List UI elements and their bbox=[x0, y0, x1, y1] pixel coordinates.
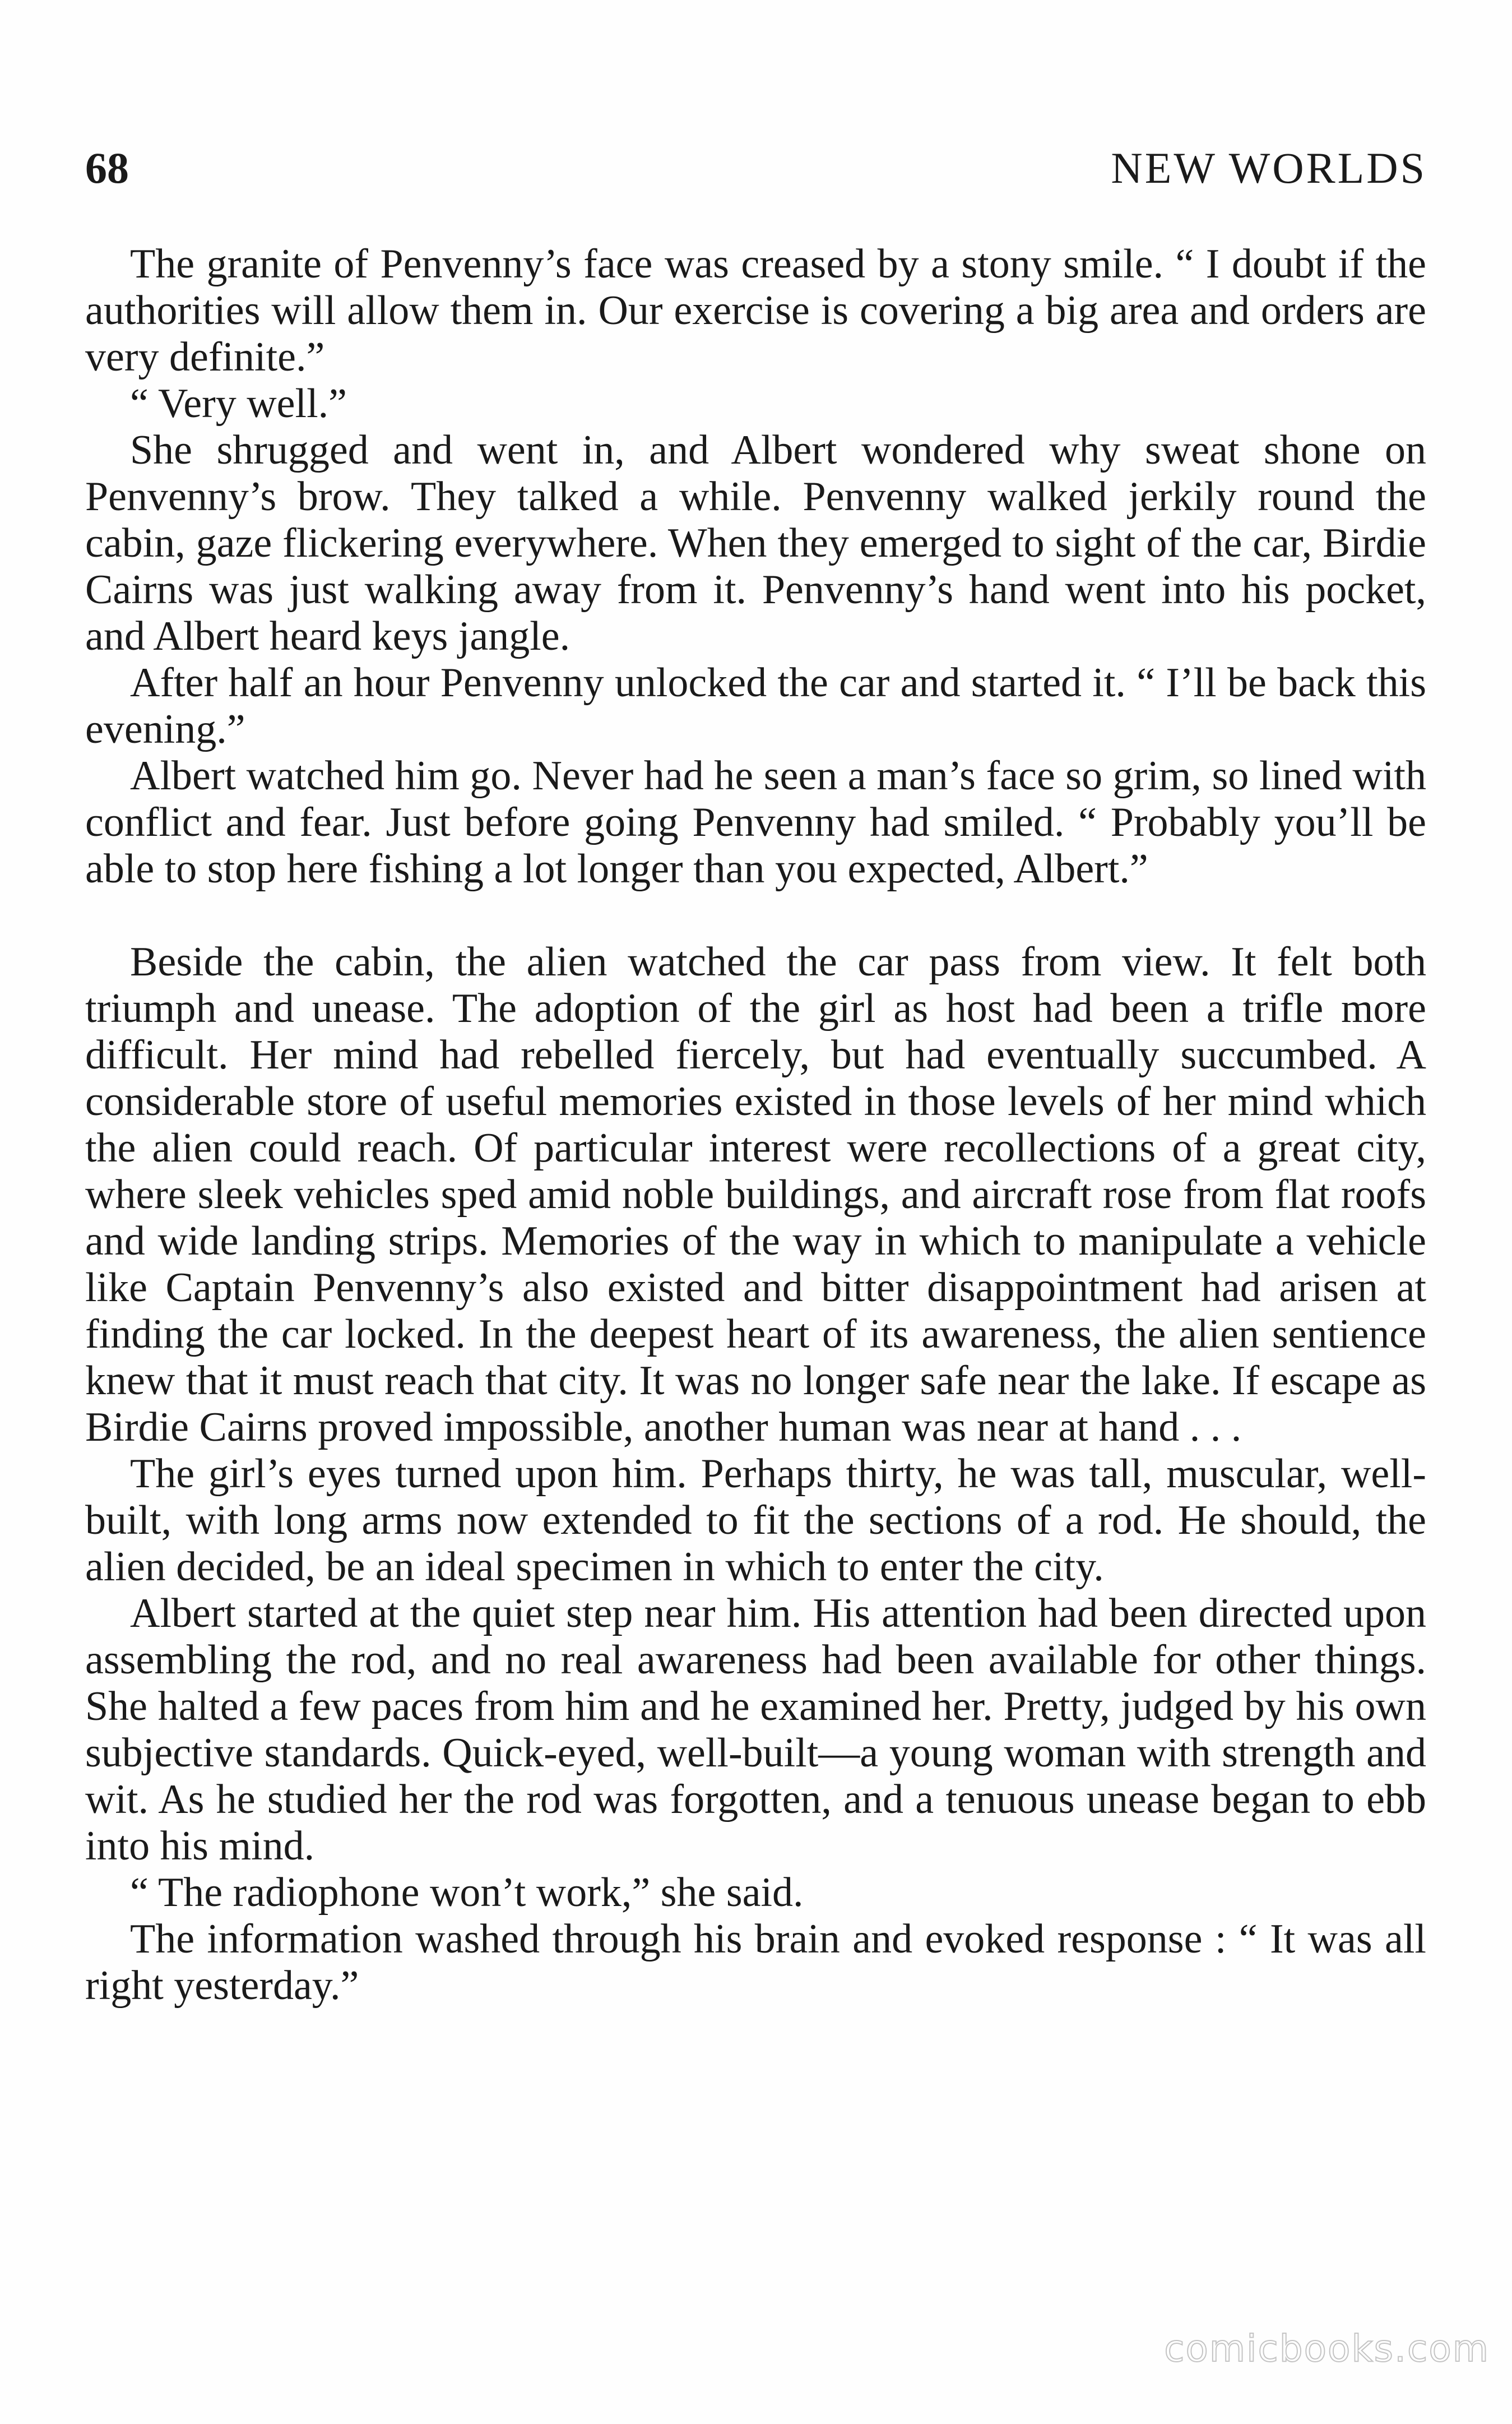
paragraph: The granite of Penvenny’s face was creased by a stony smile. “ I doubt if the authorities will allow them in. Our exercise is covering a big area and orders are very definite.” bbox=[85, 241, 1426, 380]
paragraph: Beside the cabin, the alien watched the car pass from view. It felt both triumph and unease. The adoption of the girl as host had been a trifle more difficult. Her mind had rebelled fiercely, but had eventually succumbed. A considerable store of useful memories existed in those levels of her mind which the alien could reach. Of particular interest were recollections of a great city, where sleek vehicles sped amid noble buildings, and aircraft rose from flat roofs and wide landing strips. Memories of the way in which to manipulate a vehicle like Captain Penvenny’s also existed and bitter disappointment had arisen at finding the car locked. In the deepest heart of its awareness, the alien sentience knew that it must reach that city. It was no longer safe near the lake. If escape as Birdie Cairns proved impossible, another human was near at hand . . . bbox=[85, 939, 1426, 1450]
paragraph: Albert watched him go. Never had he seen a man’s face so grim, so lined with conflict and fear. Just before going Penvenny had smiled. “ Probably you’ll be able to stop here fishing a lot longer than you expected, Albert.” bbox=[85, 753, 1426, 892]
page-header bbox=[85, 143, 1427, 205]
paragraph: “ The radiophone won’t work,” she said. bbox=[130, 1870, 804, 1916]
site-watermark: comicbooks.com bbox=[1164, 2327, 1490, 2370]
section-break bbox=[85, 892, 1426, 939]
paragraph: “ Very well.” bbox=[130, 381, 347, 427]
paragraph: After half an hour Penvenny unlocked the car and started it. “ I’ll be back this evening.” bbox=[85, 660, 1426, 752]
running-head: NEW WORLDS bbox=[1111, 144, 1427, 192]
paragraph: She shrugged and went in, and Albert wondered why sweat shone on Penvenny’s brow. They talked a while. Penvenny walked jerkily round the cabin, gaze flickering everywhere. When they emerged to sight of the car, Birdie Cairns was just walking away from it. Penvenny’s hand went into his pocket, and Albert heard keys jangle. bbox=[85, 427, 1426, 659]
paragraph: Albert started at the quiet step near him. His attention had been directed upon assembling the rod, and no real awareness had been available for other things. She halted a few paces from him and he examined her. Pretty, judged by his own subjective standards. Quick-eyed, well-built—a young woman with strength and wit. As he studied her the rod was forgotten, and a tenuous unease began to ebb into his mind. bbox=[85, 1590, 1426, 1869]
paragraph: The information washed through his brain and evoked response : “ It was all right yesterday.” bbox=[85, 1916, 1426, 2009]
paragraph: The girl’s eyes turned upon him. Perhaps thirty, he was tall, muscular, well-built, with long arms now extended to fit the sections of a rod. He should, the alien decided, be an ideal specimen in which to enter the city. bbox=[85, 1451, 1426, 1590]
story-text bbox=[85, 241, 1426, 2009]
page-number: 68 bbox=[85, 144, 129, 192]
